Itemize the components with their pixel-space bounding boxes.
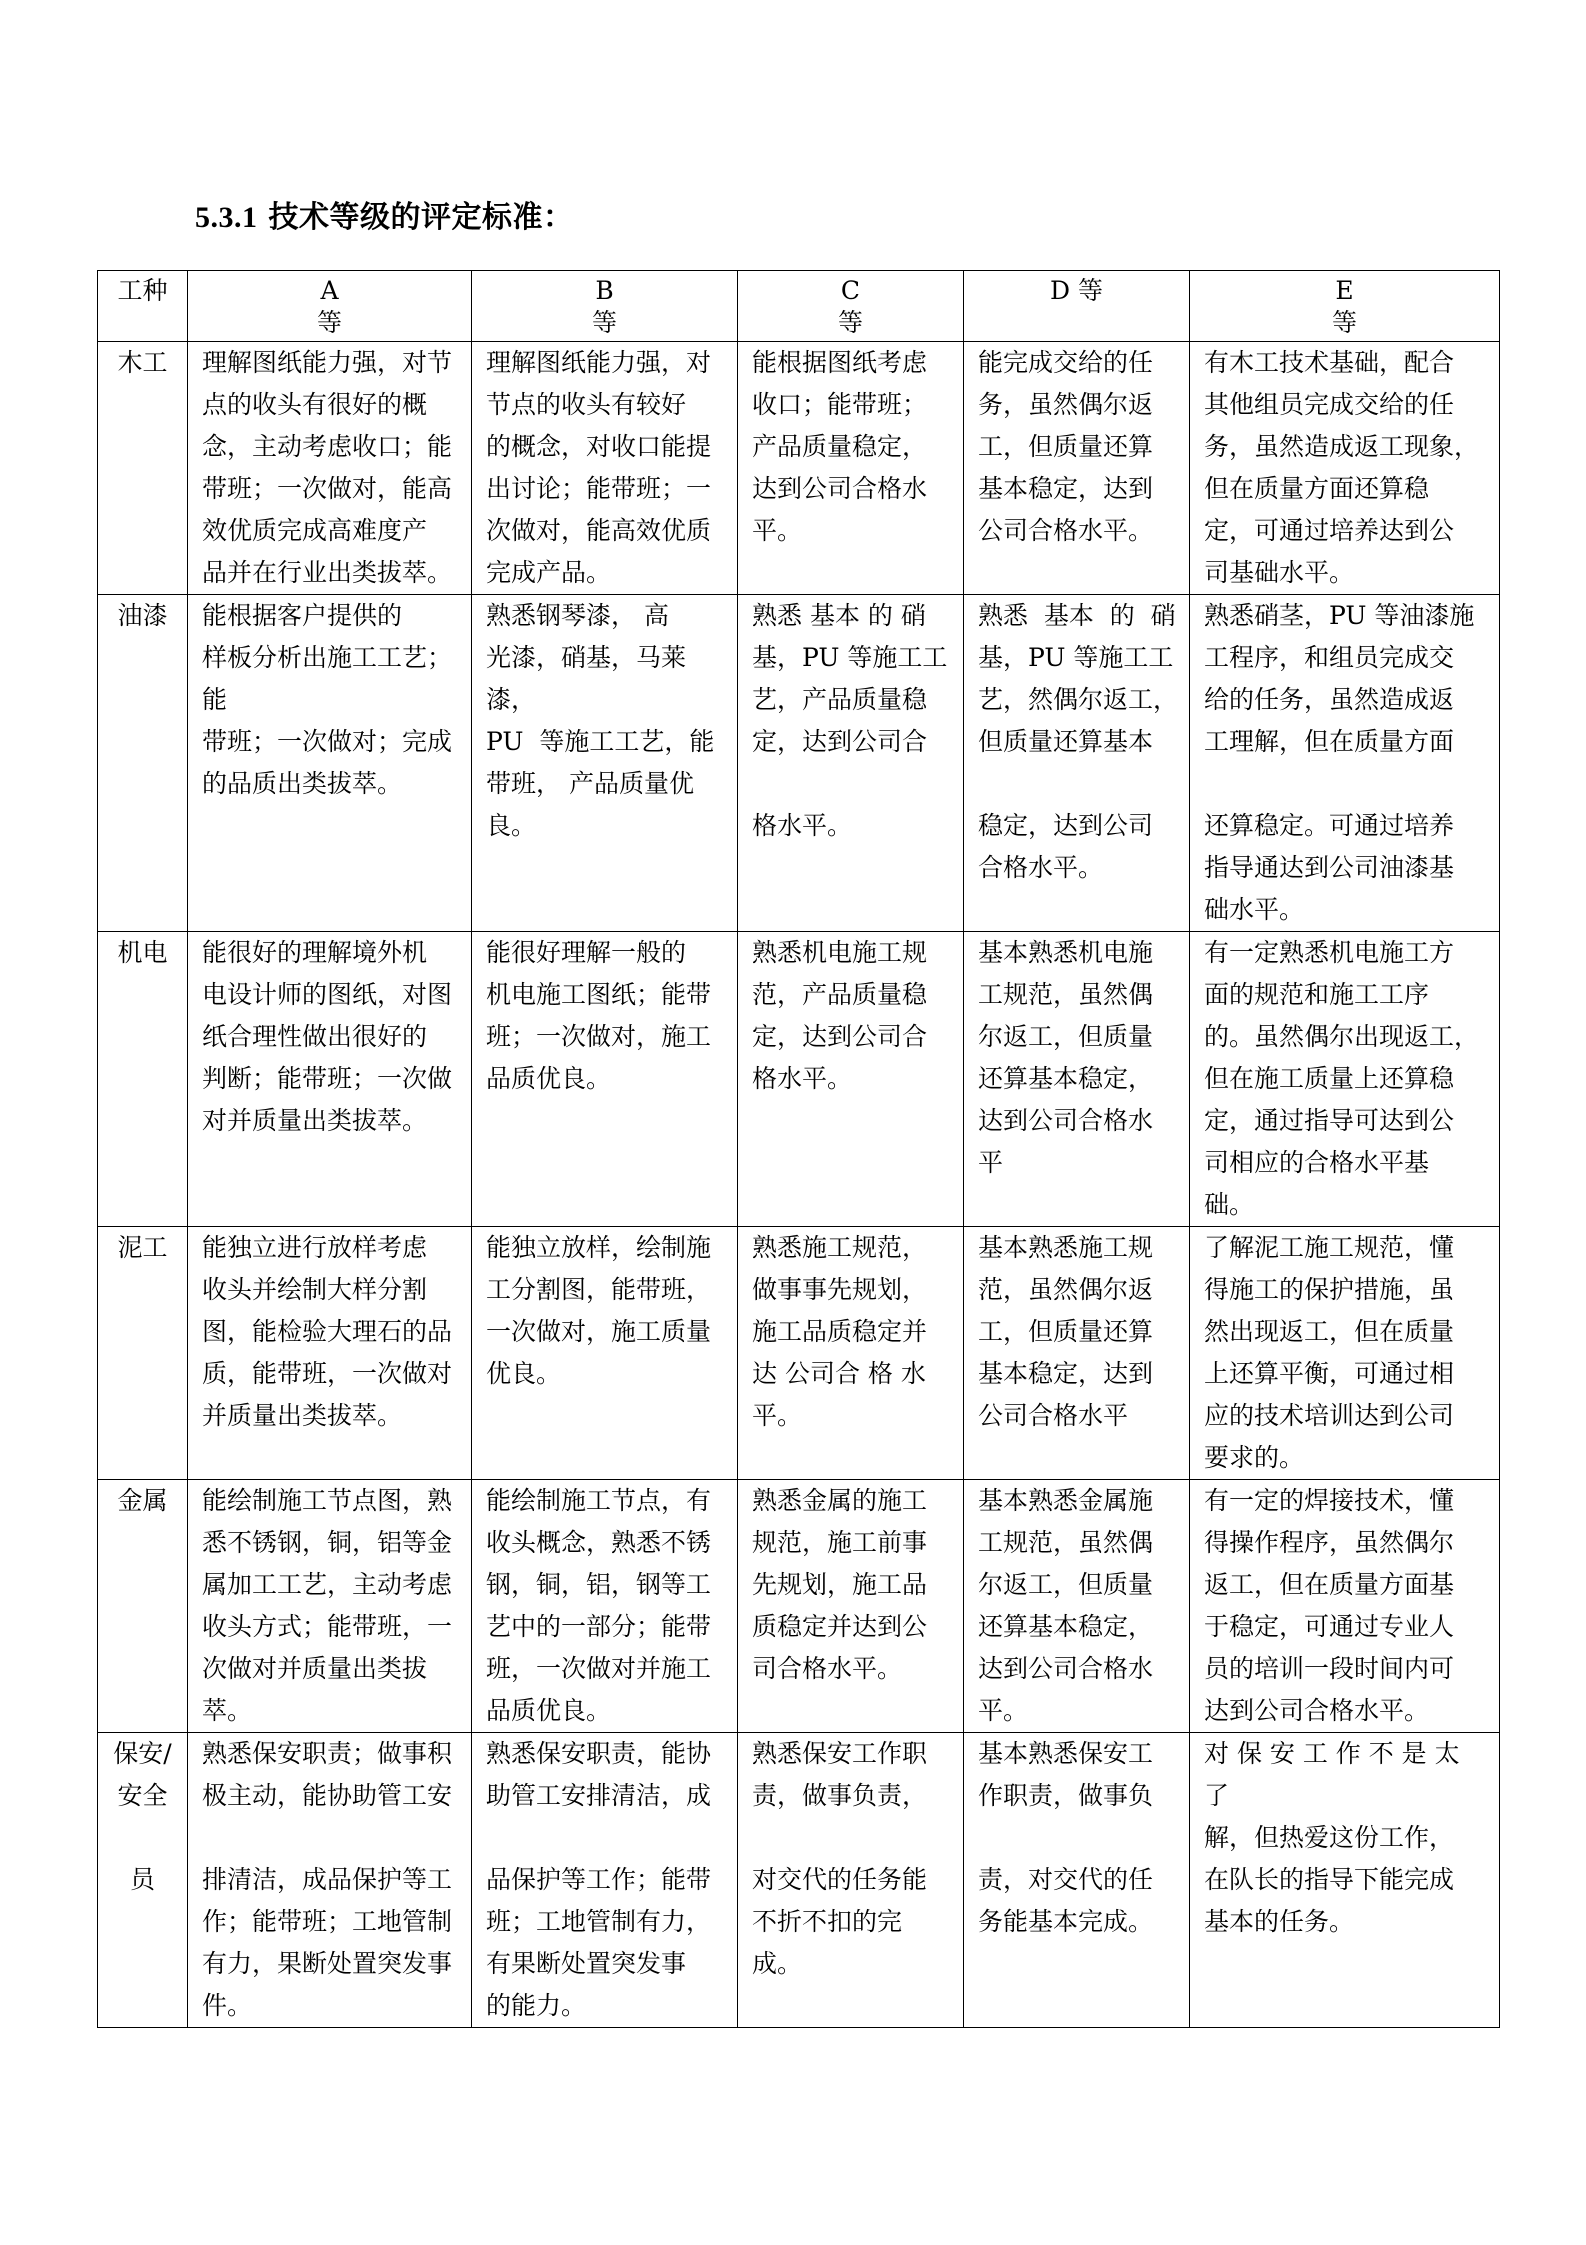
grade-b-cell: 能绘制施工节点，有 收头概念，熟悉不锈 钢，铜，铝，钢等工 艺中的一部分；能带 班，一次做对并施工 品质优良。 xyxy=(472,1480,738,1733)
grade-a-cell: 能绘制施工节点图，熟 悉不锈钢，铜，铝等金 属加工工艺，主动考虑 收头方式；能带班，一 次做对并质量出类拔 萃。 xyxy=(188,1480,472,1733)
grade-b-cell: 能独立放样，绘制施 工分割图，能带班， 一次做对，施工质量 优良。 xyxy=(472,1227,738,1480)
grade-a-cell: 熟悉保安职责；做事积 极主动，能协助管工安 排清洁，成品保护等工 作；能带班；工地管制 有力，果断处置突发事 件。 xyxy=(188,1733,472,2028)
table-row xyxy=(98,595,1500,932)
grade-a-cell: 能根据客户提供的 样板分析出施工工艺；能 带班；一次做对；完成 的品质出类拔萃。 xyxy=(188,595,472,932)
grade-c-cell: 熟悉金属的施工 规范，施工前事 先规划，施工品 质稳定并达到公 司合格水平。 xyxy=(738,1480,964,1733)
work-type-cell: 金属 xyxy=(98,1480,188,1733)
grade-c-cell: 熟悉机电施工规 范，产品质量稳 定，达到公司合 格水平。 xyxy=(738,932,964,1227)
header-row xyxy=(98,271,1500,342)
work-type-cell: 保安/ 安全 员 xyxy=(98,1733,188,2028)
grade-e-cell: 有木工技术基础，配合 其他组员完成交给的任 务，虽然造成返工现象， 但在质量方面还算稳 定，可通过培养达到公 司基础水平。 xyxy=(1190,342,1500,595)
section-heading xyxy=(195,192,573,236)
header-grade-b: B 等 xyxy=(472,271,738,342)
header-grade-e: E 等 xyxy=(1190,271,1500,342)
grade-b-cell: 熟悉保安职责，能协 助管工安排清洁，成 品保护等工作；能带 班；工地管制有力， 有果断处置突发事 的能力。 xyxy=(472,1733,738,2028)
work-type-cell: 油漆 xyxy=(98,595,188,932)
work-type-cell: 木工 xyxy=(98,342,188,595)
grade-d-cell: 能完成交给的任 务，虽然偶尔返 工，但质量还算 基本稳定，达到 公司合格水平。 xyxy=(964,342,1190,595)
work-type-cell: 机电 xyxy=(98,932,188,1227)
grade-b-cell: 能很好理解一般的 机电施工图纸；能带 班；一次做对，施工 品质优良。 xyxy=(472,932,738,1227)
table-row xyxy=(98,1480,1500,1733)
table-row xyxy=(98,342,1500,595)
grade-a-cell: 理解图纸能力强，对节 点的收头有很好的概 念，主动考虑收口；能 带班；一次做对，能高 效优质完成高难度产 品并在行业出类拔萃。 xyxy=(188,342,472,595)
grade-e-cell: 有一定的焊接技术，懂 得操作程序，虽然偶尔 返工，但在质量方面基 于稳定，可通过专业人 员的培训一段时间内可 达到公司合格水平。 xyxy=(1190,1480,1500,1733)
grade-d-cell: 基本熟悉保安工 作职责，做事负 责，对交代的任 务能基本完成。 xyxy=(964,1733,1190,2028)
grade-c-cell: 熟悉保安工作职 责，做事负责， 对交代的任务能 不折不扣的完 成。 xyxy=(738,1733,964,2028)
header-grade-d: D 等 xyxy=(964,271,1190,342)
grade-d-cell: 熟悉 基本 的 硝 基，PU 等施工工 艺，然偶尔返工， 但质量还算基本 稳定，达到公司 合格水平。 xyxy=(964,595,1190,932)
grade-c-cell: 熟悉 基本 的 硝 基，PU 等施工工 艺，产品质量稳 定，达到公司合 格水平。 xyxy=(738,595,964,932)
header-grade-c: C 等 xyxy=(738,271,964,342)
grade-b-cell: 熟悉钢琴漆， 高 光漆，硝基，马莱 漆， PU 等施工工艺，能 带班， 产品质量优 良。 xyxy=(472,595,738,932)
grade-e-cell: 对 保 安 工 作 不 是 太 了 解，但热爱这份工作， 在队长的指导下能完成 基本的任务。 xyxy=(1190,1733,1500,2028)
work-type-cell: 泥工 xyxy=(98,1227,188,1480)
table-row xyxy=(98,1733,1500,2028)
grade-d-cell: 基本熟悉施工规 范，虽然偶尔返 工，但质量还算 基本稳定，达到 公司合格水平 xyxy=(964,1227,1190,1480)
header-grade-a: A 等 xyxy=(188,271,472,342)
table-row xyxy=(98,1227,1500,1480)
grade-a-cell: 能很好的理解境外机 电设计师的图纸，对图 纸合理性做出很好的 判断；能带班；一次做 对并质量出类拔萃。 xyxy=(188,932,472,1227)
header-work-type: 工种 xyxy=(98,271,188,342)
grade-criteria-table xyxy=(97,270,1500,2028)
table-row xyxy=(98,932,1500,1227)
grade-a-cell: 能独立进行放样考虑 收头并绘制大样分割 图，能检验大理石的品 质，能带班，一次做对 并质量出类拔萃。 xyxy=(188,1227,472,1480)
section-title: 技术等级的评定标准： xyxy=(268,200,574,235)
grade-e-cell: 有一定熟悉机电施工方 面的规范和施工工序 的。虽然偶尔出现返工， 但在施工质量上还算稳 定，通过指导可达到公 司相应的合格水平基 础。 xyxy=(1190,932,1500,1227)
grade-e-cell: 熟悉硝茎，PU 等油漆施 工程序，和组员完成交 给的任务，虽然造成返 工理解，但在质量方面 还算稳定。可通过培养 指导通达到公司油漆基 础水平。 xyxy=(1190,595,1500,932)
grade-e-cell: 了解泥工施工规范，懂 得施工的保护措施，虽 然出现返工，但在质量 上还算平衡，可通过相 应的技术培训达到公司 要求的。 xyxy=(1190,1227,1500,1480)
section-number: 5.3.1 xyxy=(195,201,258,234)
grade-b-cell: 理解图纸能力强，对 节点的收头有较好 的概念，对收口能提 出讨论；能带班；一 次做对，能高效优质 完成产品。 xyxy=(472,342,738,595)
grade-d-cell: 基本熟悉金属施 工规范，虽然偶 尔返工，但质量 还算基本稳定， 达到公司合格水 平。 xyxy=(964,1480,1190,1733)
grade-c-cell: 熟悉施工规范， 做事事先规划， 施工品质稳定并 达 公司合 格 水 平。 xyxy=(738,1227,964,1480)
grade-d-cell: 基本熟悉机电施 工规范，虽然偶 尔返工，但质量 还算基本稳定， 达到公司合格水 平 xyxy=(964,932,1190,1227)
grade-c-cell: 能根据图纸考虑 收口；能带班； 产品质量稳定， 达到公司合格水 平。 xyxy=(738,342,964,595)
